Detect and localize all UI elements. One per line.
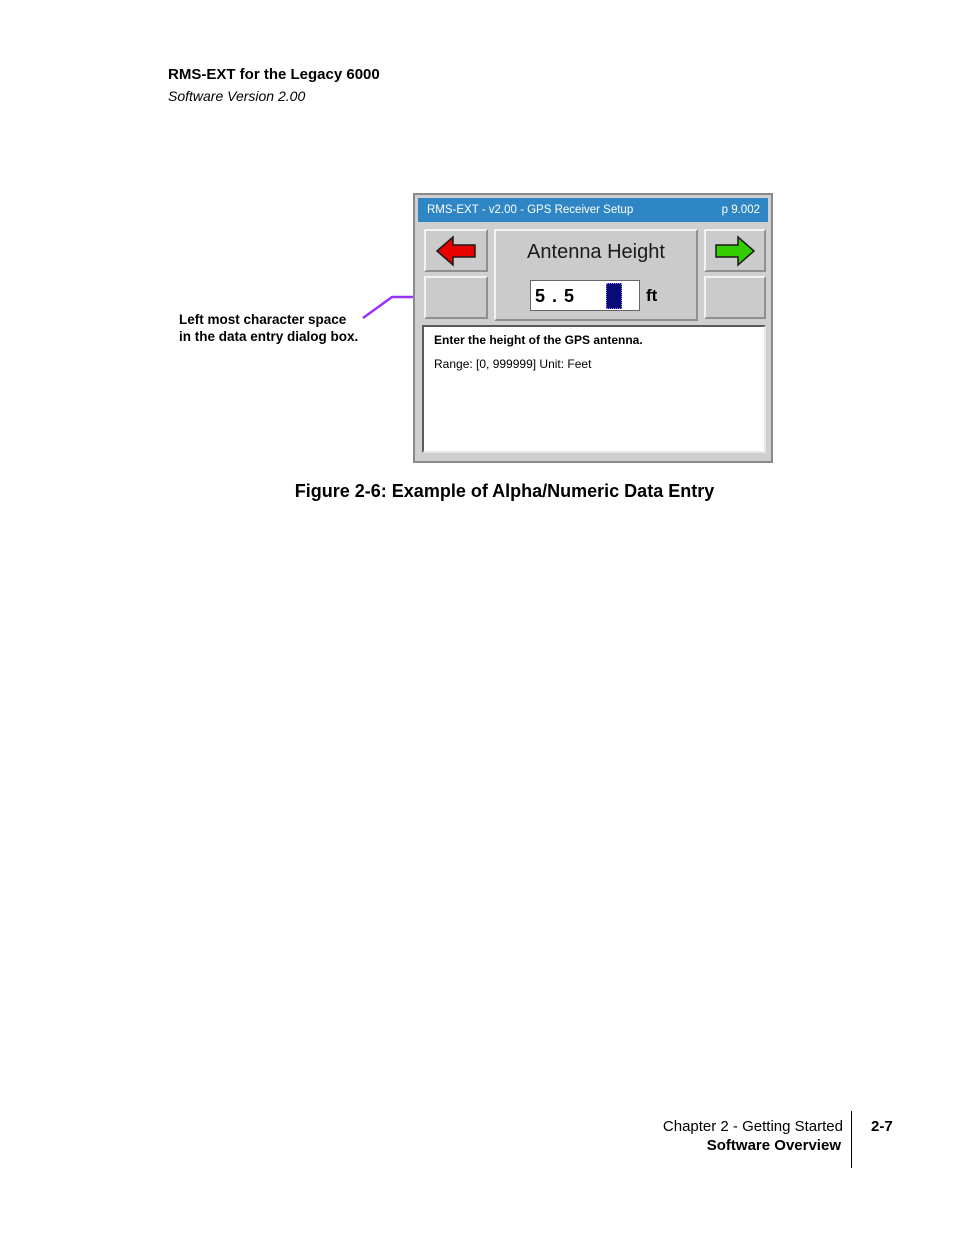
help-panel [422,325,766,453]
screen-titlebar [418,198,768,222]
callout-line-1: Left most character space [179,312,347,327]
document-title: RMS-EXT for the Legacy 6000 [168,66,380,83]
footer-chapter: Chapter 2 - Getting Started [662,1118,843,1135]
back-button[interactable] [424,229,488,272]
data-entry-panel [494,229,698,321]
data-entry-box[interactable] [530,280,640,311]
range-text: Range: [0, 999999] Unit: Feet [434,357,592,371]
forward-button[interactable] [704,229,766,272]
blank-button-right[interactable] [704,276,766,319]
device-screen [413,193,773,463]
left-arrow-icon [435,235,477,267]
blank-button-left[interactable] [424,276,488,319]
software-version: Software Version 2.00 [168,88,306,104]
unit-label: ft [646,286,658,305]
callout-note [179,311,358,345]
page-indicator: p 9.002 [721,204,760,216]
entry-value: 5 . 5 [535,286,576,306]
page-number: 2-7 [871,1118,893,1135]
help-text: Enter the height of the GPS antenna. [434,333,643,347]
footer-divider [851,1111,852,1168]
footer-section: Software Overview [706,1137,841,1154]
callout-line-2: in the data entry dialog box. [179,329,359,344]
entry-cursor [606,283,622,309]
field-title: Antenna Height [527,241,665,263]
right-arrow-icon [714,235,756,267]
screen-title: RMS-EXT - v2.00 - GPS Receiver Setup [427,204,634,216]
figure-caption: Figure 2-6: Example of Alpha/Numeric Data Entry [294,481,715,501]
